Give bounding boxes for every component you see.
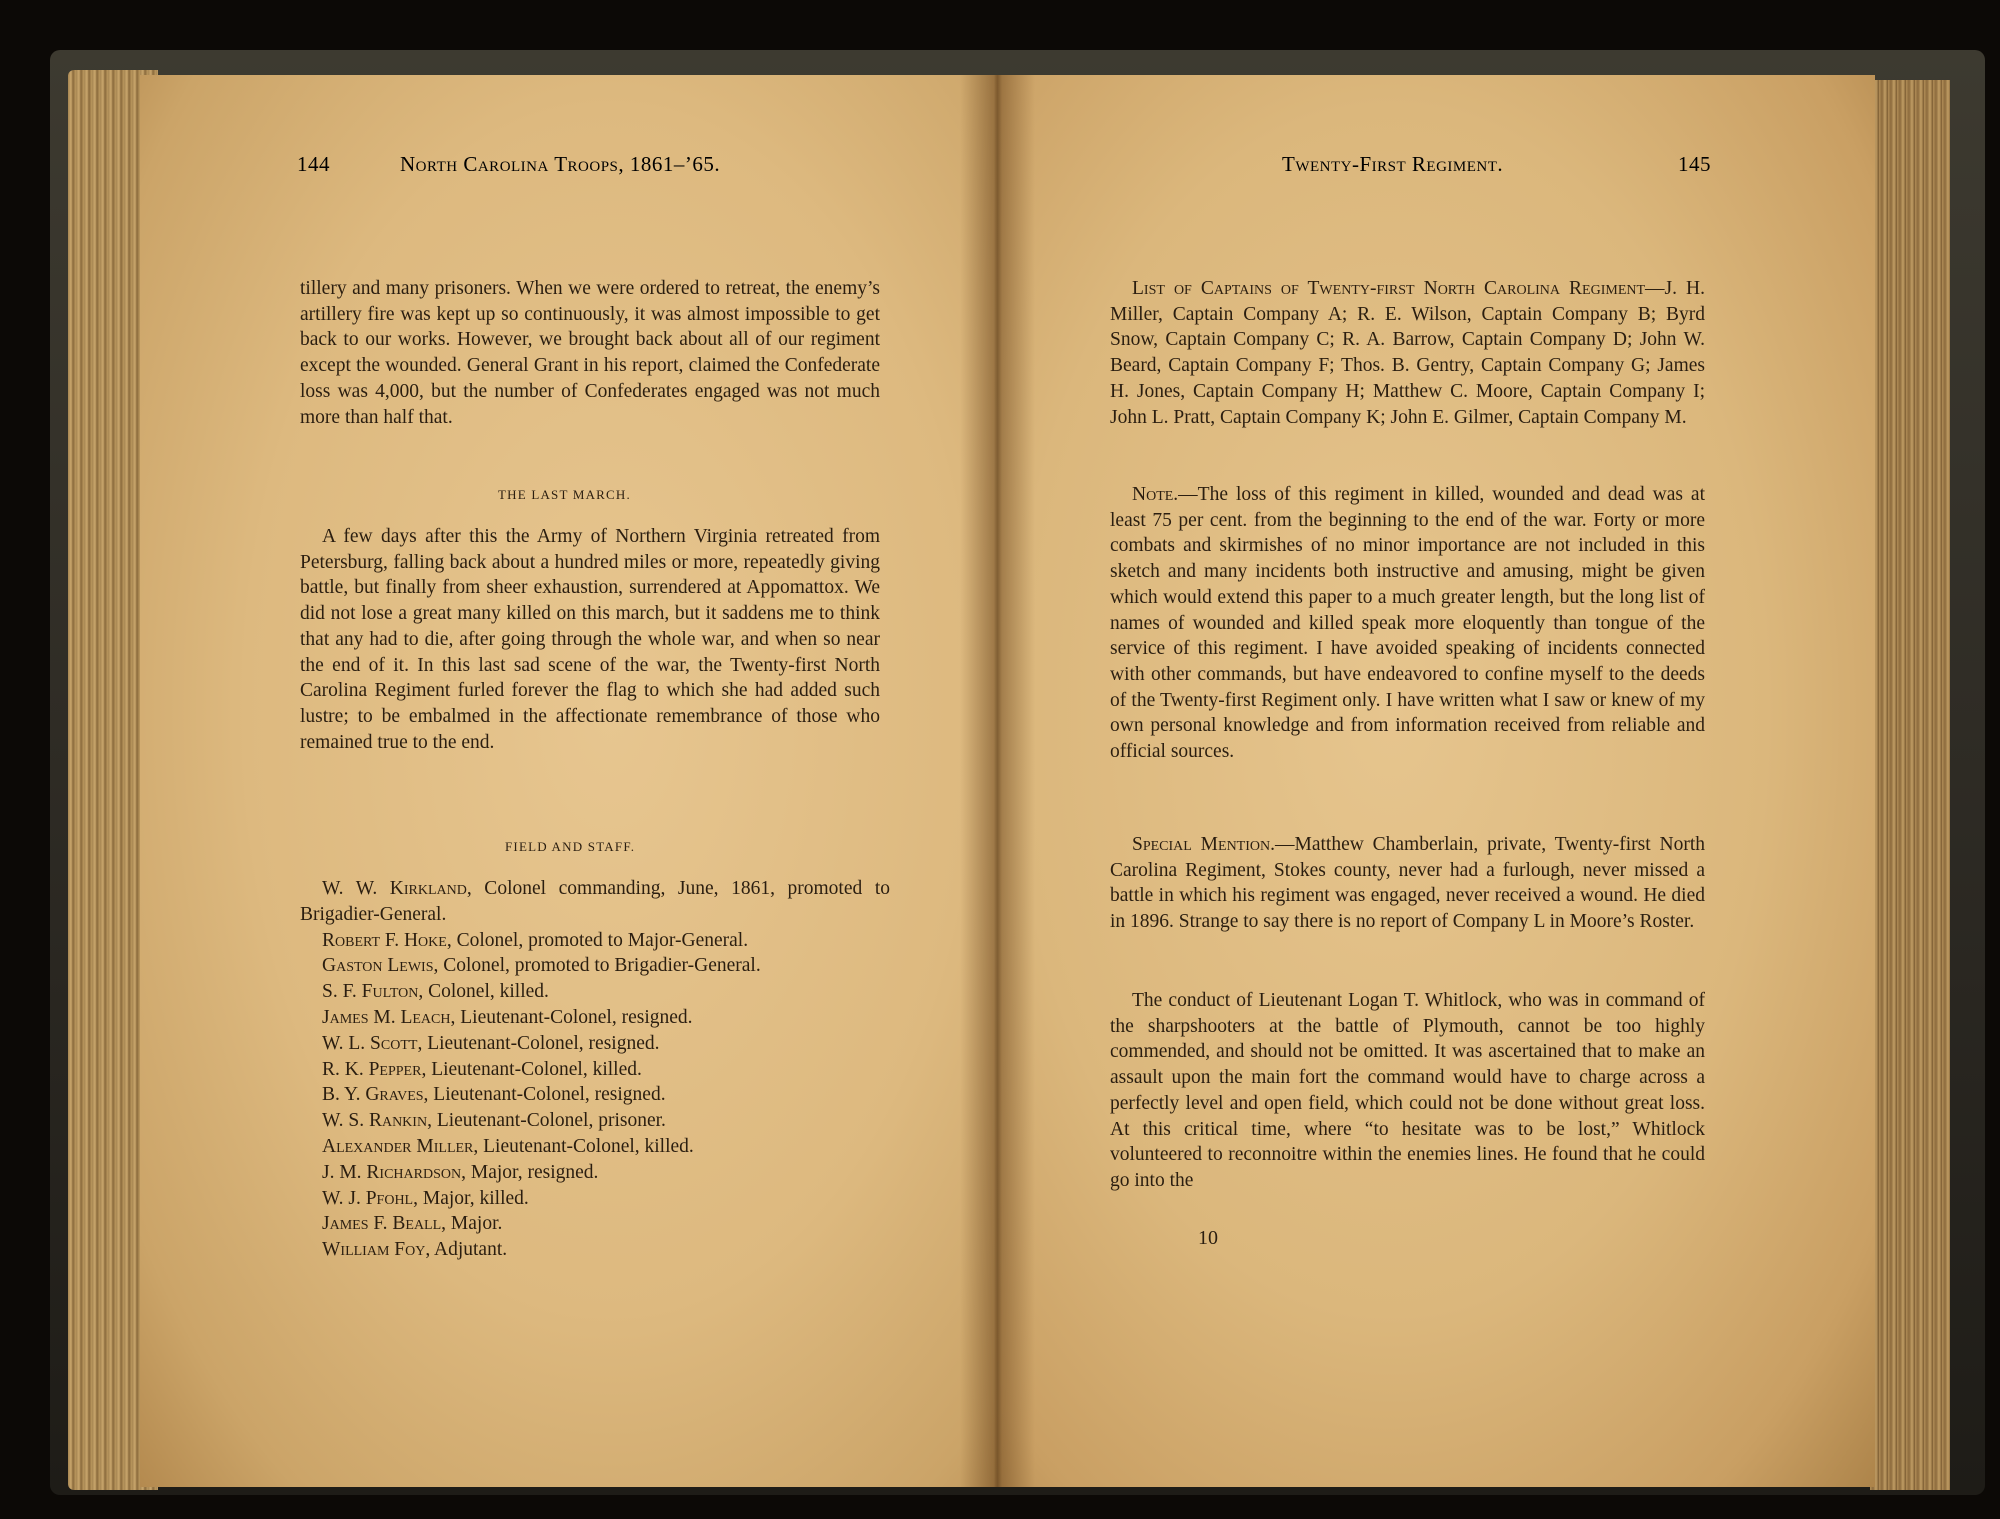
paragraph-body: —J. H. Miller, Captain Company A; R. E. Wilson, Captain Company B; Byrd Snow, Captain Company C; R. A. Barrow, Captain Company D; John W. Beard, Captain Company F; Thos. B. Gentry, Captain Company G; James H. Jones, Captain Company H; Matthew C. Moore, Captain Company I; John L. Pratt, Captain Company K; John E. Gilmer, Captain Company M.	[1110, 278, 1706, 428]
last-march-paragraph	[300, 524, 880, 755]
staff-detail: , Colonel commanding, June, 1861, promoted to Brigadier-General.	[300, 878, 890, 925]
staff-detail: , Colonel, promoted to Major-General.	[446, 929, 749, 951]
section-heading-last-march: THE LAST MARCH.	[498, 487, 631, 502]
staff-entry	[300, 928, 890, 954]
staff-detail: , Colonel, killed.	[418, 981, 549, 1003]
paragraph-lead: List of Captains of Twenty-first North Carolina Regiment	[1132, 278, 1646, 299]
paragraph-text	[1110, 832, 1705, 935]
paragraph-body: —The loss of this regiment in killed, wounded and dead was at least 75 per cent. from the beginning to the end of the war. Forty or more combats and skirmishes of no minor importance are not included in this sketch and many incidents both instructive and amusing, might be given which would extend this paper to a much greater length, but the long list of names of wounded and killed speak more eloquently than tongue of the service of this regiment. I have avoided speaking of incidents connected with other commands, but have endeavored to confine myself to the deeds of the Twenty-first Regiment only. I have written what I saw or knew of my own personal knowledge and from information received from reliable and official sources.	[1110, 484, 1705, 763]
page-edges-right	[1870, 80, 1950, 1490]
staff-entry	[300, 1134, 890, 1160]
staff-entry	[300, 1031, 890, 1057]
staff-entry	[300, 1211, 890, 1237]
staff-entry	[300, 1082, 890, 1108]
staff-name: W. W. Kirkland	[322, 878, 467, 899]
staff-detail: , Lieutenant-Colonel, prisoner.	[427, 1110, 666, 1132]
staff-entry	[300, 1005, 890, 1031]
staff-name: Robert F. Hoke	[322, 929, 447, 951]
whitlock-paragraph	[1110, 988, 1705, 1194]
special-mention-paragraph	[1110, 832, 1705, 935]
staff-name: Alexander Miller	[322, 1135, 474, 1157]
note-paragraph	[1110, 482, 1705, 765]
staff-detail: , Colonel, promoted to Brigadier-General.	[433, 955, 761, 977]
staff-detail: , Lieutenant-Colonel, killed.	[421, 1058, 642, 1080]
paragraph-body: —Matthew Chamberlain, private, Twenty-first North Carolina Regiment, Stokes county, never had a furlough, never missed a battle in which his regiment was engaged, never received a wound. He died in 1896. Strange to say there is no report of Company L in Moore’s Roster.	[1110, 834, 1706, 933]
right-page-number: 145	[1678, 152, 1711, 176]
staff-name: W. J. Pfohl	[322, 1187, 414, 1209]
paragraph-text: A few days after this the Army of Northern Virginia retreated from Petersburg, falling back about a hundred miles or more, repeatedly giving battle, but finally from sheer exhaustion, surrendered at Appomattox. We did not lose a great many killed on this march, but it saddens me to think that any had to die, after going through the whole war, and when so near the end of it. In this last sad scene of the war, the Twenty-first North Carolina Regiment furled forever the flag to which she had added such lustre; to be embalmed in the affectionate remembrance of those who remained true to the end.	[300, 526, 880, 753]
right-running-head: Twenty-First Regiment.	[1282, 152, 1504, 176]
staff-detail: , Major, killed.	[413, 1187, 529, 1209]
staff-name: Gaston Lewis	[322, 955, 434, 977]
paragraph-text: The conduct of Lieutenant Logan T. Whitlock, who was in command of the sharpshooters at the battle of Plymouth, cannot be too highly commended, and should not be omitted. It was ascertained that to make an assault upon the main fort the command would have to charge across a perfectly level and open field, which could not be done without great loss. At this critical time, where “to hesitate was to be lost,” Whitlock volunteered to reconnoitre within the enemies lines. He found that he could go into the	[1110, 990, 1705, 1191]
staff-entry	[300, 1237, 890, 1263]
left-running-head: North Carolina Troops, 1861–’65.	[400, 152, 721, 176]
staff-entry	[300, 1160, 890, 1186]
paragraph-lead: Special Mention.	[1132, 834, 1275, 855]
staff-entry	[300, 1057, 890, 1083]
staff-name: B. Y. Graves	[322, 1084, 424, 1106]
left-page-number: 144	[297, 152, 330, 176]
staff-detail: , Lieutenant-Colonel, killed.	[473, 1135, 694, 1157]
staff-entry	[300, 876, 890, 928]
signature-mark: 10	[1198, 1227, 1218, 1249]
staff-name: William Foy	[322, 1239, 426, 1261]
staff-entry	[300, 953, 890, 979]
paragraph-text	[1110, 276, 1705, 430]
staff-detail: , Lieutenant-Colonel, resigned.	[417, 1032, 660, 1054]
staff-name: R. K. Pepper	[322, 1058, 422, 1080]
staff-detail: , Lieutenant-Colonel, resigned.	[423, 1084, 666, 1106]
captains-paragraph	[1110, 276, 1705, 430]
staff-entry	[300, 1186, 890, 1212]
paragraph-text	[1110, 482, 1705, 765]
field-staff-list	[300, 876, 890, 1263]
staff-name: W. S. Rankin	[322, 1110, 428, 1132]
staff-entry	[300, 1108, 890, 1134]
staff-name: W. L. Scott	[322, 1032, 418, 1054]
staff-name: James F. Beall	[322, 1213, 442, 1235]
section-heading-field-staff: FIELD AND STAFF.	[505, 839, 636, 854]
staff-name: James M. Leach	[322, 1006, 451, 1028]
left-paragraph-continuation	[300, 276, 880, 430]
book-gutter	[960, 75, 1035, 1487]
staff-detail: , Major.	[441, 1213, 503, 1235]
staff-detail: , Adjutant.	[425, 1239, 508, 1261]
paragraph-text: tillery and many prisoners. When we were ordered to retreat, the enemy’s artillery fire was kept up so continuously, it was almost impossible to get back to our works. However, we brought back about all of our regiment except the wounded. General Grant in his report, claimed the Confederate loss was 4,000, but the number of Confederates engaged was not much more than half that.	[300, 278, 880, 428]
paragraph-lead: Note.	[1132, 484, 1179, 505]
staff-name: S. F. Fulton	[322, 981, 419, 1003]
staff-entry	[300, 979, 890, 1005]
staff-detail: , Lieutenant-Colonel, resigned.	[450, 1006, 693, 1028]
staff-name: J. M. Richardson	[322, 1161, 462, 1183]
staff-detail: , Major, resigned.	[461, 1161, 599, 1183]
